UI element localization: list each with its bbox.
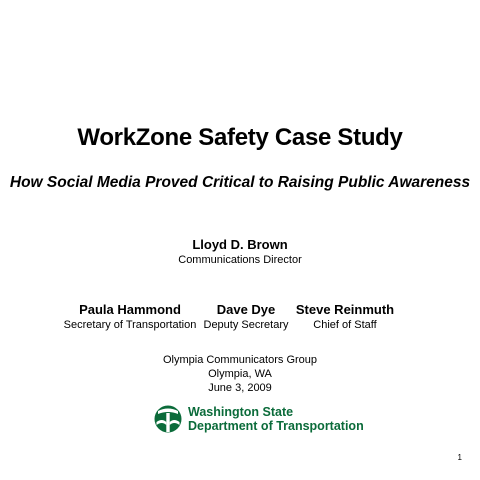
slide-subtitle: How Social Media Proved Critical to Raising Public Awareness xyxy=(9,174,471,191)
official-role: Secretary of Transportation xyxy=(63,319,197,331)
wsdot-logo-icon xyxy=(154,400,182,438)
logo-line-1: Washington State xyxy=(188,405,294,419)
event-group: Olympia Communicators Group xyxy=(162,354,318,366)
wsdot-logo xyxy=(154,399,364,439)
event-info xyxy=(0,353,480,395)
official-role: Deputy Secretary xyxy=(203,319,289,331)
official-name: Steve Reinmuth xyxy=(295,302,395,317)
logo-text xyxy=(188,405,364,433)
official-steve-reinmuth xyxy=(255,301,435,332)
page-number: 1 xyxy=(457,453,462,462)
presenter-name: Lloyd D. Brown xyxy=(192,237,288,252)
event-location: Olympia, WA xyxy=(208,368,272,380)
presenter-role: Communications Director xyxy=(178,254,302,266)
logo-line-2: Department of Transportation xyxy=(188,419,364,433)
event-date: June 3, 2009 xyxy=(208,382,272,394)
official-role: Chief of Staff xyxy=(313,319,377,331)
official-name: Paula Hammond xyxy=(79,302,181,317)
official-name: Dave Dye xyxy=(216,302,276,317)
presenter xyxy=(0,236,480,267)
slide-title: WorkZone Safety Case Study xyxy=(77,124,403,151)
